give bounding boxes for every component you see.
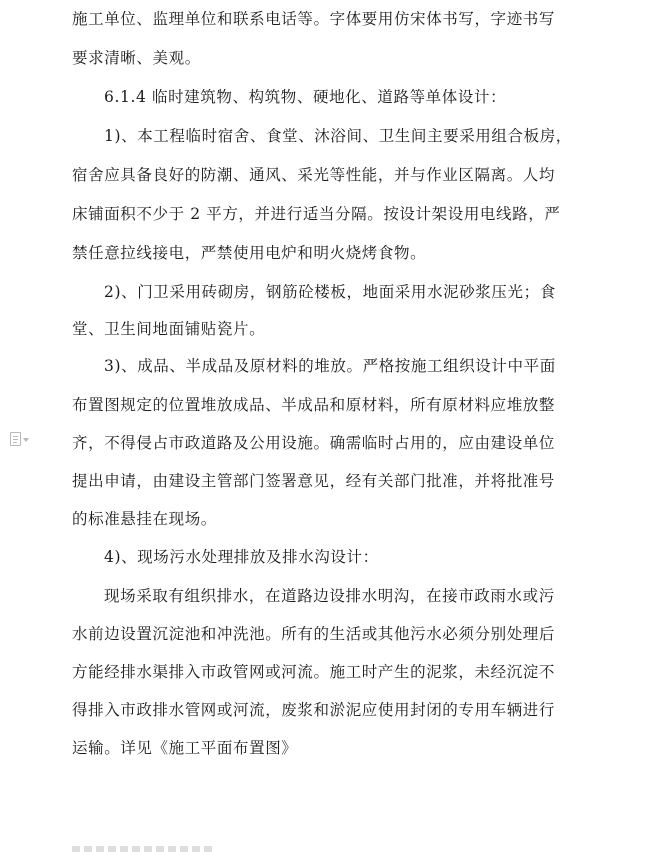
text-line: 水前边设置沉淀池和冲洗池。所有的生活或其他污水必须分别处理后 (72, 625, 556, 643)
document-icon[interactable] (10, 431, 34, 447)
text-line: 要求清晰、美观。 (72, 49, 201, 67)
text-line: 提出申请，由建设主管部门签署意见，经有关部门批准，并将批准号 (72, 472, 556, 490)
text-line: 禁任意拉线接电，严禁使用电炉和明火烧烤食物。 (72, 244, 427, 262)
text-line: 现场采取有组织排水，在道路边设排水明沟，在接市政雨水或污 (104, 587, 555, 605)
text-line: 2)、门卫采用砖砌房，钢筋砼楼板，地面采用水泥砂浆压光；食 (104, 283, 556, 301)
text-line: 床铺面积不少于 2 平方，并进行适当分隔。按设计架设用电线路，严 (72, 205, 561, 223)
text-line: 1)、本工程临时宿舍、食堂、沐浴间、卫生间主要采用组合板房， (104, 127, 572, 145)
text-line: 运输。详见《施工平面布置图》 (72, 739, 298, 757)
text-line: 齐，不得侵占市政道路及公用设施。确需临时占用的，应由建设单位 (72, 434, 556, 452)
section-heading: 6.1.4 临时建筑物、构筑物、硬地化、道路等单体设计： (104, 88, 507, 106)
text-line: 宿舍应具备良好的防潮、通风、采光等性能，并与作业区隔离。人均 (72, 166, 556, 184)
chevron-down-icon (23, 438, 29, 442)
cut-off-footer-text (72, 846, 212, 852)
page-icon (10, 432, 21, 446)
text-line: 的标准悬挂在现场。 (72, 510, 217, 528)
text-line: 4)、现场污水处理排放及排水沟设计： (104, 548, 379, 566)
text-line: 方能经排水渠排入市政管网或河流。施工时产生的泥浆，未经沉淀不 (72, 663, 556, 681)
text-line: 布置图规定的位置堆放成品、半成品和原材料，所有原材料应堆放整 (72, 396, 556, 414)
text-line: 得排入市政排水管网或河流，废浆和淤泥应使用封闭的专用车辆进行 (72, 701, 556, 719)
text-line: 堂、卫生间地面铺贴瓷片。 (72, 320, 266, 338)
text-line: 3)、成品、半成品及原材料的堆放。严格按施工组织设计中平面 (104, 357, 556, 375)
text-line: 施工单位、监理单位和联系电话等。字体要用仿宋体书写，字迹书写 (72, 10, 556, 28)
